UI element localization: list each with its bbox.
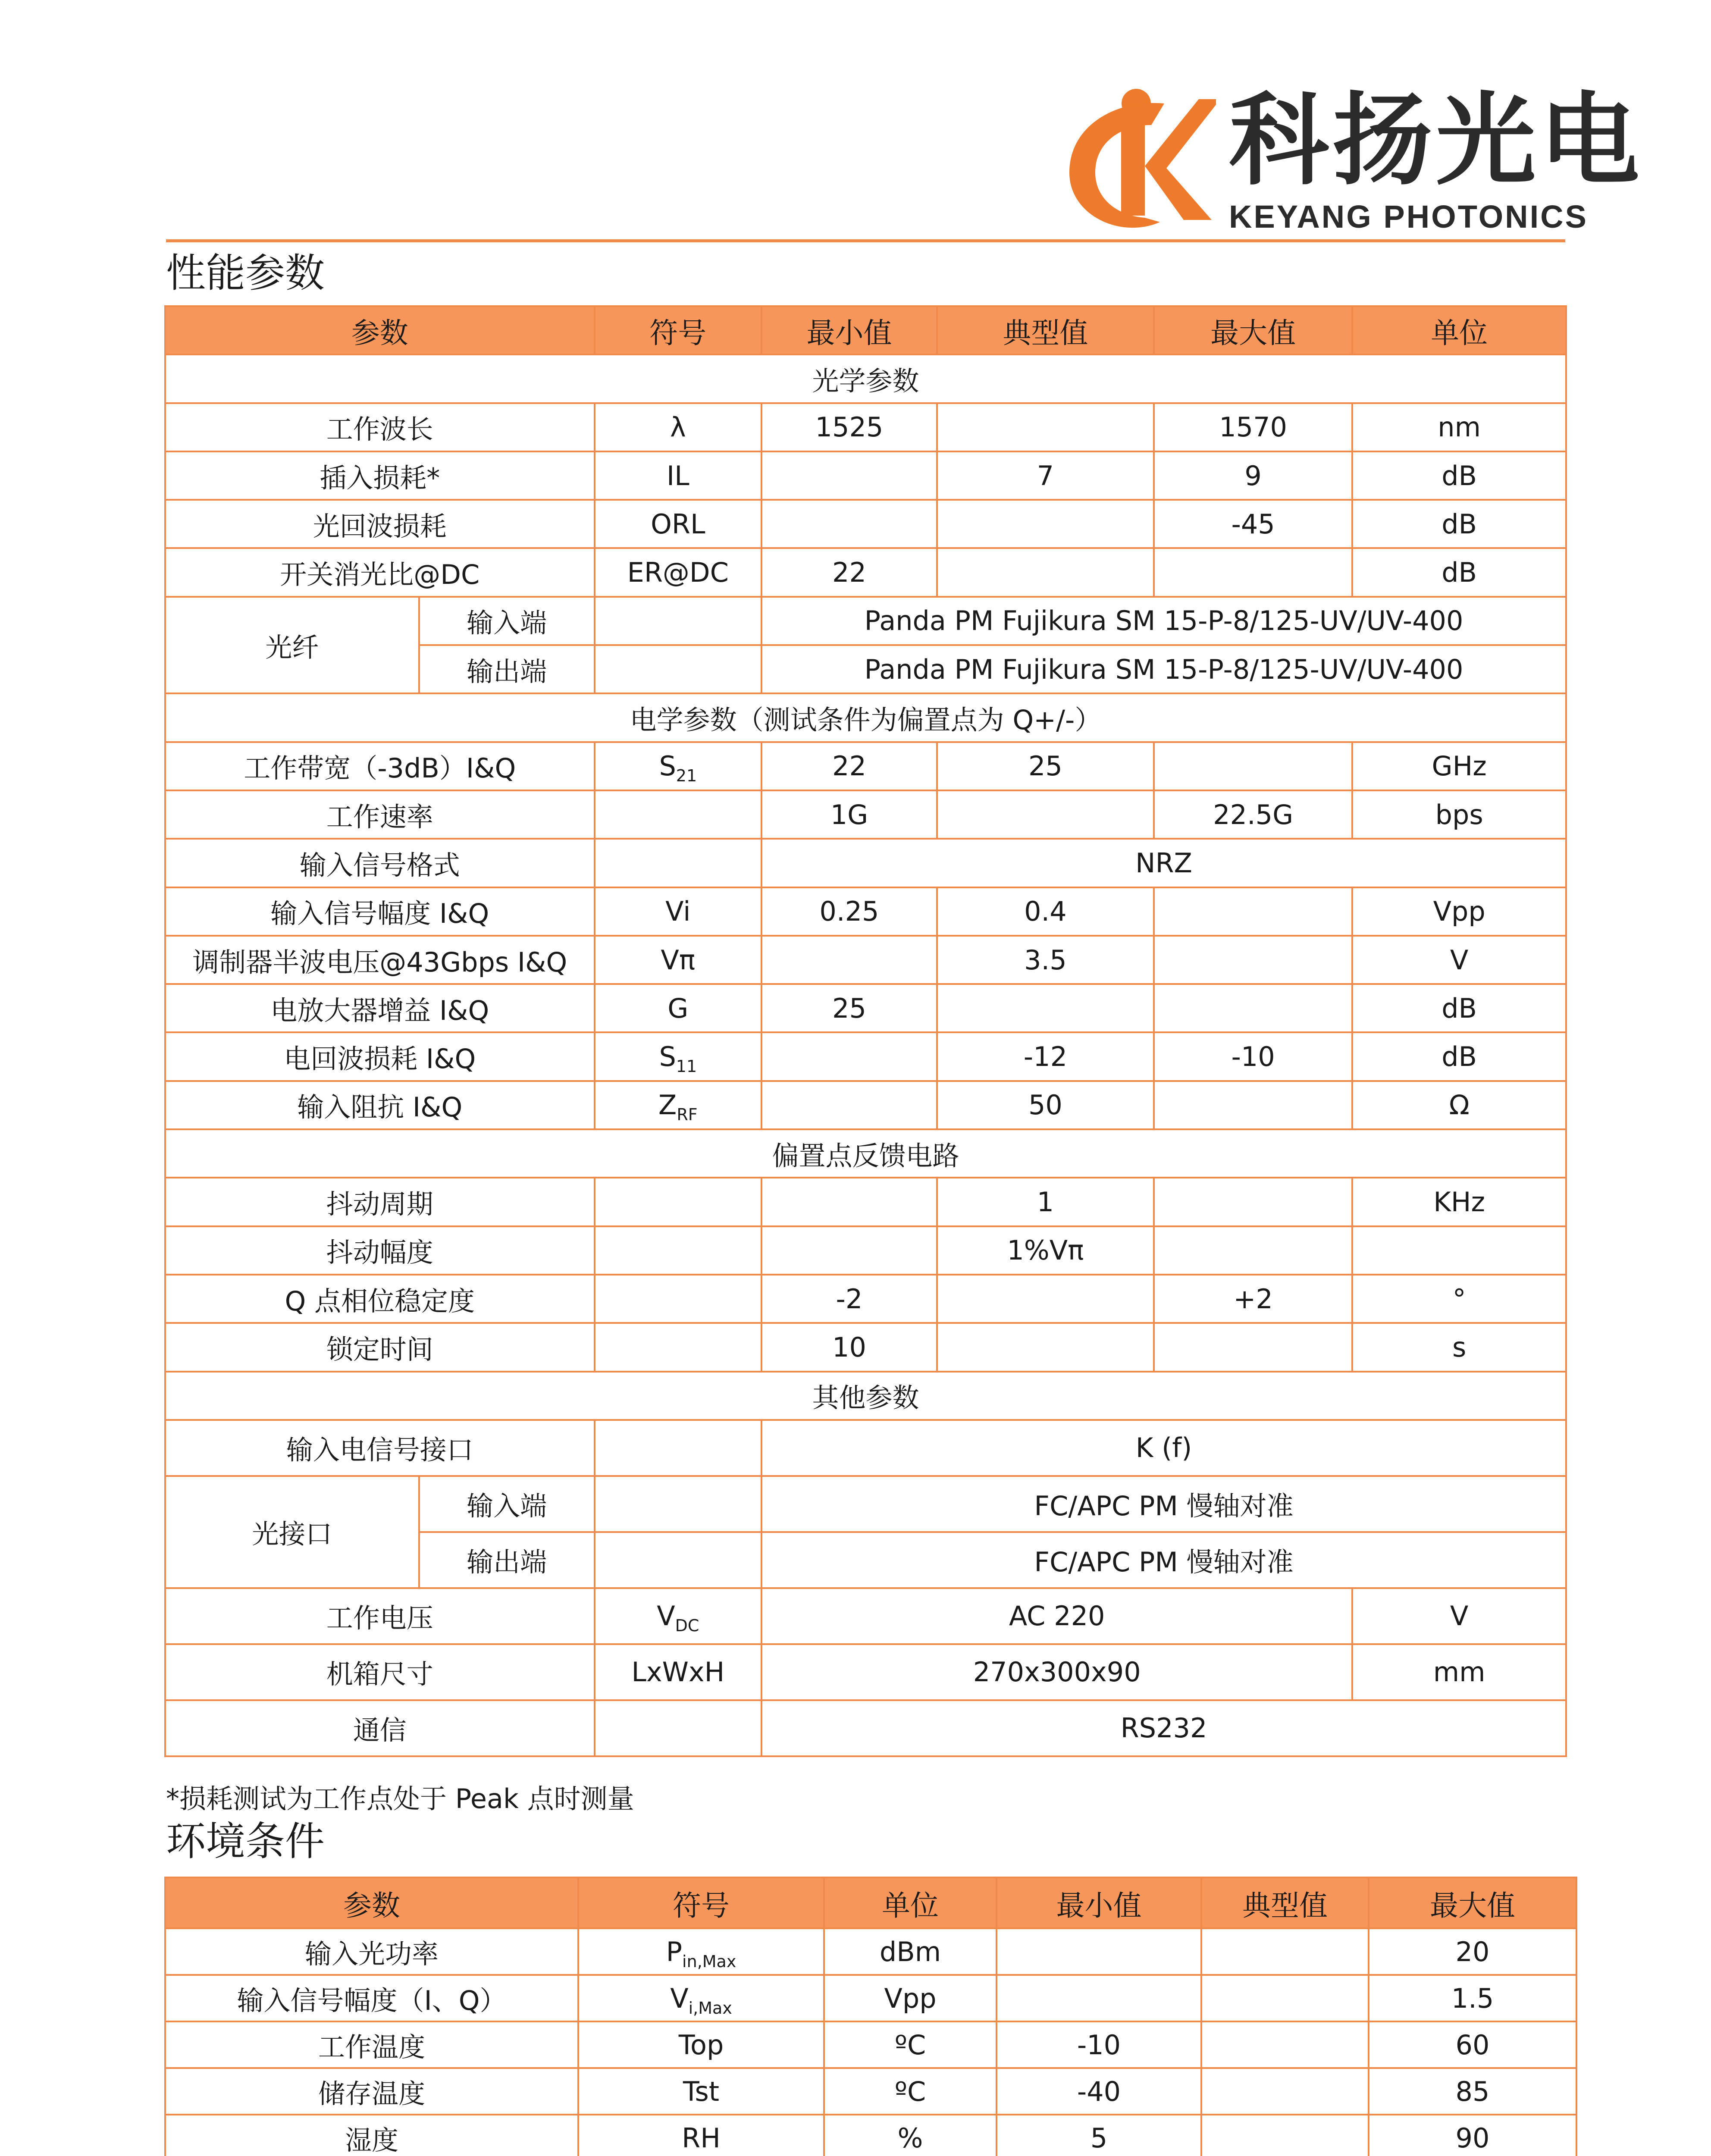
header-unit: 单位 [824,1877,997,1928]
param-name: 电回波损耗 I&Q [165,1032,595,1081]
param-typ [937,790,1154,839]
table-row [165,2068,1576,2115]
header-min: 最小值 [997,1877,1201,1928]
env-min: -40 [997,2068,1201,2115]
env-symbol [578,1928,824,1975]
param-typ: 7 [937,451,1154,500]
header-typ: 典型值 [1201,1877,1369,1928]
table-row [165,1081,1566,1129]
param-unit: V [1352,936,1566,984]
env-unit: ºC [824,2021,997,2068]
env-name: 储存温度 [165,2068,578,2115]
symbol-main: RH [682,2122,721,2154]
param-max: +2 [1154,1275,1352,1323]
table-row [165,1928,1576,1975]
param-symbol [595,1532,762,1588]
env-unit: dBm [824,1928,997,1975]
env-max: 60 [1369,2021,1576,2068]
param-typ: 25 [937,742,1154,790]
param-symbol [595,742,762,790]
symbol-sub: RF [677,1105,698,1125]
group-feedback [165,1129,1566,1178]
param-unit: nm [1352,403,1566,451]
port-in-value: FC/APC PM 慢轴对准 [761,1476,1566,1532]
env-min [997,1975,1201,2021]
param-name: 锁定时间 [165,1323,595,1371]
param-name: 输入信号格式 [165,839,595,887]
param-typ [937,548,1154,596]
param-symbol: IL [595,451,762,500]
table-row [165,2021,1576,2068]
param-max [1154,936,1352,984]
param-min: 22 [761,548,937,596]
param-value: AC 220 [761,1588,1352,1644]
param-unit: V [1352,1588,1566,1644]
param-name: 电放大器增益 I&Q [165,984,595,1032]
env-name: 输入信号幅度（I、Q） [165,1975,578,2021]
param-max [1154,548,1352,596]
param-min [761,451,937,500]
param-max: -10 [1154,1032,1352,1081]
param-typ [937,403,1154,451]
param-max: -45 [1154,500,1352,548]
header-divider [166,239,1565,242]
table-row [165,597,1566,645]
param-typ: 0.4 [937,887,1154,936]
param-name: 工作带宽（-3dB）I&Q [165,742,595,790]
brand-logo [1052,73,1643,237]
param-symbol [595,1323,762,1371]
param-name: 插入损耗* [165,451,595,500]
header-param: 参数 [165,306,595,354]
param-symbol [595,1178,762,1226]
group-label: 其他参数 [165,1372,1566,1420]
param-min [761,1032,937,1081]
env-typ [1201,1928,1369,1975]
symbol-sub: DC [675,1616,699,1636]
param-name: 光回波损耗 [165,500,595,548]
table-row [165,403,1566,451]
table-row [165,1420,1566,1476]
param-unit: KHz [1352,1178,1566,1226]
table-row [165,451,1566,500]
param-min: -2 [761,1275,937,1323]
param-min: 1G [761,790,937,839]
param-name: 开关消光比@DC [165,548,595,596]
param-min: 10 [761,1323,937,1371]
param-max [1154,984,1352,1032]
header-typ: 典型值 [937,306,1154,354]
param-name: 输入电信号接口 [165,1420,595,1476]
param-unit: Ω [1352,1081,1566,1129]
param-max: 9 [1154,451,1352,500]
param-unit: dB [1352,1032,1566,1081]
param-symbol [595,1032,762,1081]
env-max: 85 [1369,2068,1576,2115]
param-name: 通信 [165,1700,595,1756]
param-unit: s [1352,1323,1566,1371]
param-name: 工作电压 [165,1588,595,1644]
param-unit: dB [1352,500,1566,548]
symbol-main: S [659,750,676,782]
table-row [165,1178,1566,1226]
loss-test-note: *损耗测试为工作点处于 Peak 点时测量 [166,1783,634,1814]
header-max: 最大值 [1154,306,1352,354]
env-symbol [578,2021,824,2068]
param-symbol [595,1081,762,1129]
table-row [165,936,1566,984]
param-min [761,1226,937,1275]
param-typ: 50 [937,1081,1154,1129]
group-other [165,1372,1566,1420]
param-max [1154,887,1352,936]
symbol-main: S [659,1041,676,1073]
param-symbol: ER@DC [595,548,762,596]
env-typ [1201,2068,1369,2115]
table-row [165,1476,1566,1532]
param-symbol: LxWxH [595,1644,762,1700]
symbol-sub: in,Max [682,1952,736,1971]
param-unit: mm [1352,1644,1566,1700]
brand-name-cn: 科扬光电 [1229,82,1643,199]
param-value: RS232 [761,1700,1566,1756]
port-out-label: 输出端 [419,1532,595,1588]
env-symbol [578,2115,824,2156]
env-max: 90 [1369,2115,1576,2156]
table-row [165,1700,1566,1756]
table-row [165,500,1566,548]
param-symbol: λ [595,403,762,451]
param-symbol [595,645,762,693]
performance-table [164,305,1567,1757]
param-max [1154,1178,1352,1226]
param-symbol [595,1476,762,1532]
table-row [165,790,1566,839]
param-min [761,1178,937,1226]
param-max [1154,1081,1352,1129]
symbol-main: V [670,1982,689,2014]
param-unit: dB [1352,984,1566,1032]
param-typ [937,1323,1154,1371]
table-row [165,839,1566,887]
param-unit: dB [1352,548,1566,596]
param-value: 270x300x90 [761,1644,1352,1700]
env-max: 1.5 [1369,1975,1576,2021]
table-header-row [165,1877,1576,1928]
symbol-sub: i,Max [688,1998,732,2018]
symbol-main: Top [678,2029,724,2061]
port-in-label: 输入端 [419,1476,595,1532]
symbol-sub: 21 [676,766,697,786]
param-symbol [595,1275,762,1323]
param-min: 22 [761,742,937,790]
param-max: 22.5G [1154,790,1352,839]
param-name: 机箱尺寸 [165,1644,595,1700]
env-min: -10 [997,2021,1201,2068]
environment-title: 环境条件 [166,1818,325,1865]
param-symbol [595,1700,762,1756]
param-max [1154,1323,1352,1371]
symbol-main: Z [658,1089,677,1121]
param-symbol: ORL [595,500,762,548]
table-row [165,1975,1576,2021]
table-row [165,984,1566,1032]
env-unit: Vpp [824,1975,997,2021]
param-typ: 1 [937,1178,1154,1226]
group-optical [165,354,1566,403]
param-symbol [595,1588,762,1644]
param-typ [937,1275,1154,1323]
param-name: 调制器半波电压@43Gbps I&Q [165,936,595,984]
table-row [165,1323,1566,1371]
table-row [165,1226,1566,1275]
param-unit: bps [1352,790,1566,839]
symbol-main: Tst [683,2075,720,2107]
param-max [1154,1226,1352,1275]
table-row [165,1032,1566,1081]
param-typ [937,984,1154,1032]
env-max: 20 [1369,1928,1576,1975]
env-name: 输入光功率 [165,1928,578,1975]
param-symbol [595,597,762,645]
param-symbol [595,1420,762,1476]
param-value: NRZ [761,839,1566,887]
param-name: Q 点相位稳定度 [165,1275,595,1323]
param-name: 光接口 [165,1476,419,1588]
param-value: K (f) [761,1420,1566,1476]
param-name: 输入阻抗 I&Q [165,1081,595,1129]
param-min: 1525 [761,403,937,451]
env-typ [1201,2021,1369,2068]
param-typ: 3.5 [937,936,1154,984]
param-min [761,936,937,984]
param-min [761,500,937,548]
port-out-value: FC/APC PM 慢轴对准 [761,1532,1566,1588]
env-min [997,1928,1201,1975]
table-header-row [165,306,1566,354]
param-max: 1570 [1154,403,1352,451]
header-symbol: 符号 [595,306,762,354]
param-unit: GHz [1352,742,1566,790]
fiber-in-label: 输入端 [419,597,595,645]
header-min: 最小值 [761,306,937,354]
env-min: 5 [997,2115,1201,2156]
env-name: 工作温度 [165,2021,578,2068]
table-row [165,1644,1566,1700]
symbol-main: P [666,1936,683,1968]
param-unit: dB [1352,451,1566,500]
table-row [165,548,1566,596]
env-unit: ºC [824,2068,997,2115]
env-symbol [578,2068,824,2115]
param-typ [937,500,1154,548]
param-symbol: Vi [595,887,762,936]
param-min: 0.25 [761,887,937,936]
group-label: 光学参数 [165,354,1566,403]
fiber-out-value: Panda PM Fujikura SM 15-P-8/125-UV/UV-400 [761,645,1566,693]
group-electrical [165,693,1566,742]
performance-title: 性能参数 [166,250,325,296]
param-max [1154,742,1352,790]
symbol-sub: 11 [676,1057,697,1076]
env-name: 湿度 [165,2115,578,2156]
param-symbol [595,1226,762,1275]
environment-table [164,1877,1577,2156]
group-label: 偏置点反馈电路 [165,1129,1566,1178]
param-typ: -12 [937,1032,1154,1081]
fiber-out-label: 输出端 [419,645,595,693]
table-row [165,742,1566,790]
env-typ [1201,1975,1369,2021]
table-row [165,1275,1566,1323]
env-unit: % [824,2115,997,2156]
param-symbol: G [595,984,762,1032]
table-row [165,887,1566,936]
param-name: 光纤 [165,597,419,694]
param-name: 抖动周期 [165,1178,595,1226]
param-unit [1352,1226,1566,1275]
param-min [761,1081,937,1129]
symbol-main: V [657,1600,675,1632]
header-symbol: 符号 [578,1877,824,1928]
param-name: 工作波长 [165,403,595,451]
fiber-in-value: Panda PM Fujikura SM 15-P-8/125-UV/UV-400 [761,597,1566,645]
keyang-logo-icon [1052,73,1216,237]
env-typ [1201,2115,1369,2156]
param-name: 输入信号幅度 I&Q [165,887,595,936]
param-symbol [595,839,762,887]
table-row [165,1588,1566,1644]
param-min: 25 [761,984,937,1032]
header-max: 最大值 [1369,1877,1576,1928]
param-symbol: Vπ [595,936,762,984]
param-name: 抖动幅度 [165,1226,595,1275]
param-unit: Vpp [1352,887,1566,936]
param-symbol [595,790,762,839]
param-name: 工作速率 [165,790,595,839]
brand-name-en: KEYANG PHOTONICS [1229,199,1588,235]
table-row [165,2115,1576,2156]
param-typ: 1%Vπ [937,1226,1154,1275]
group-label: 电学参数（测试条件为偏置点为 Q+/-） [165,693,1566,742]
header-param: 参数 [165,1877,578,1928]
env-symbol [578,1975,824,2021]
param-unit: ° [1352,1275,1566,1323]
header-unit: 单位 [1352,306,1566,354]
